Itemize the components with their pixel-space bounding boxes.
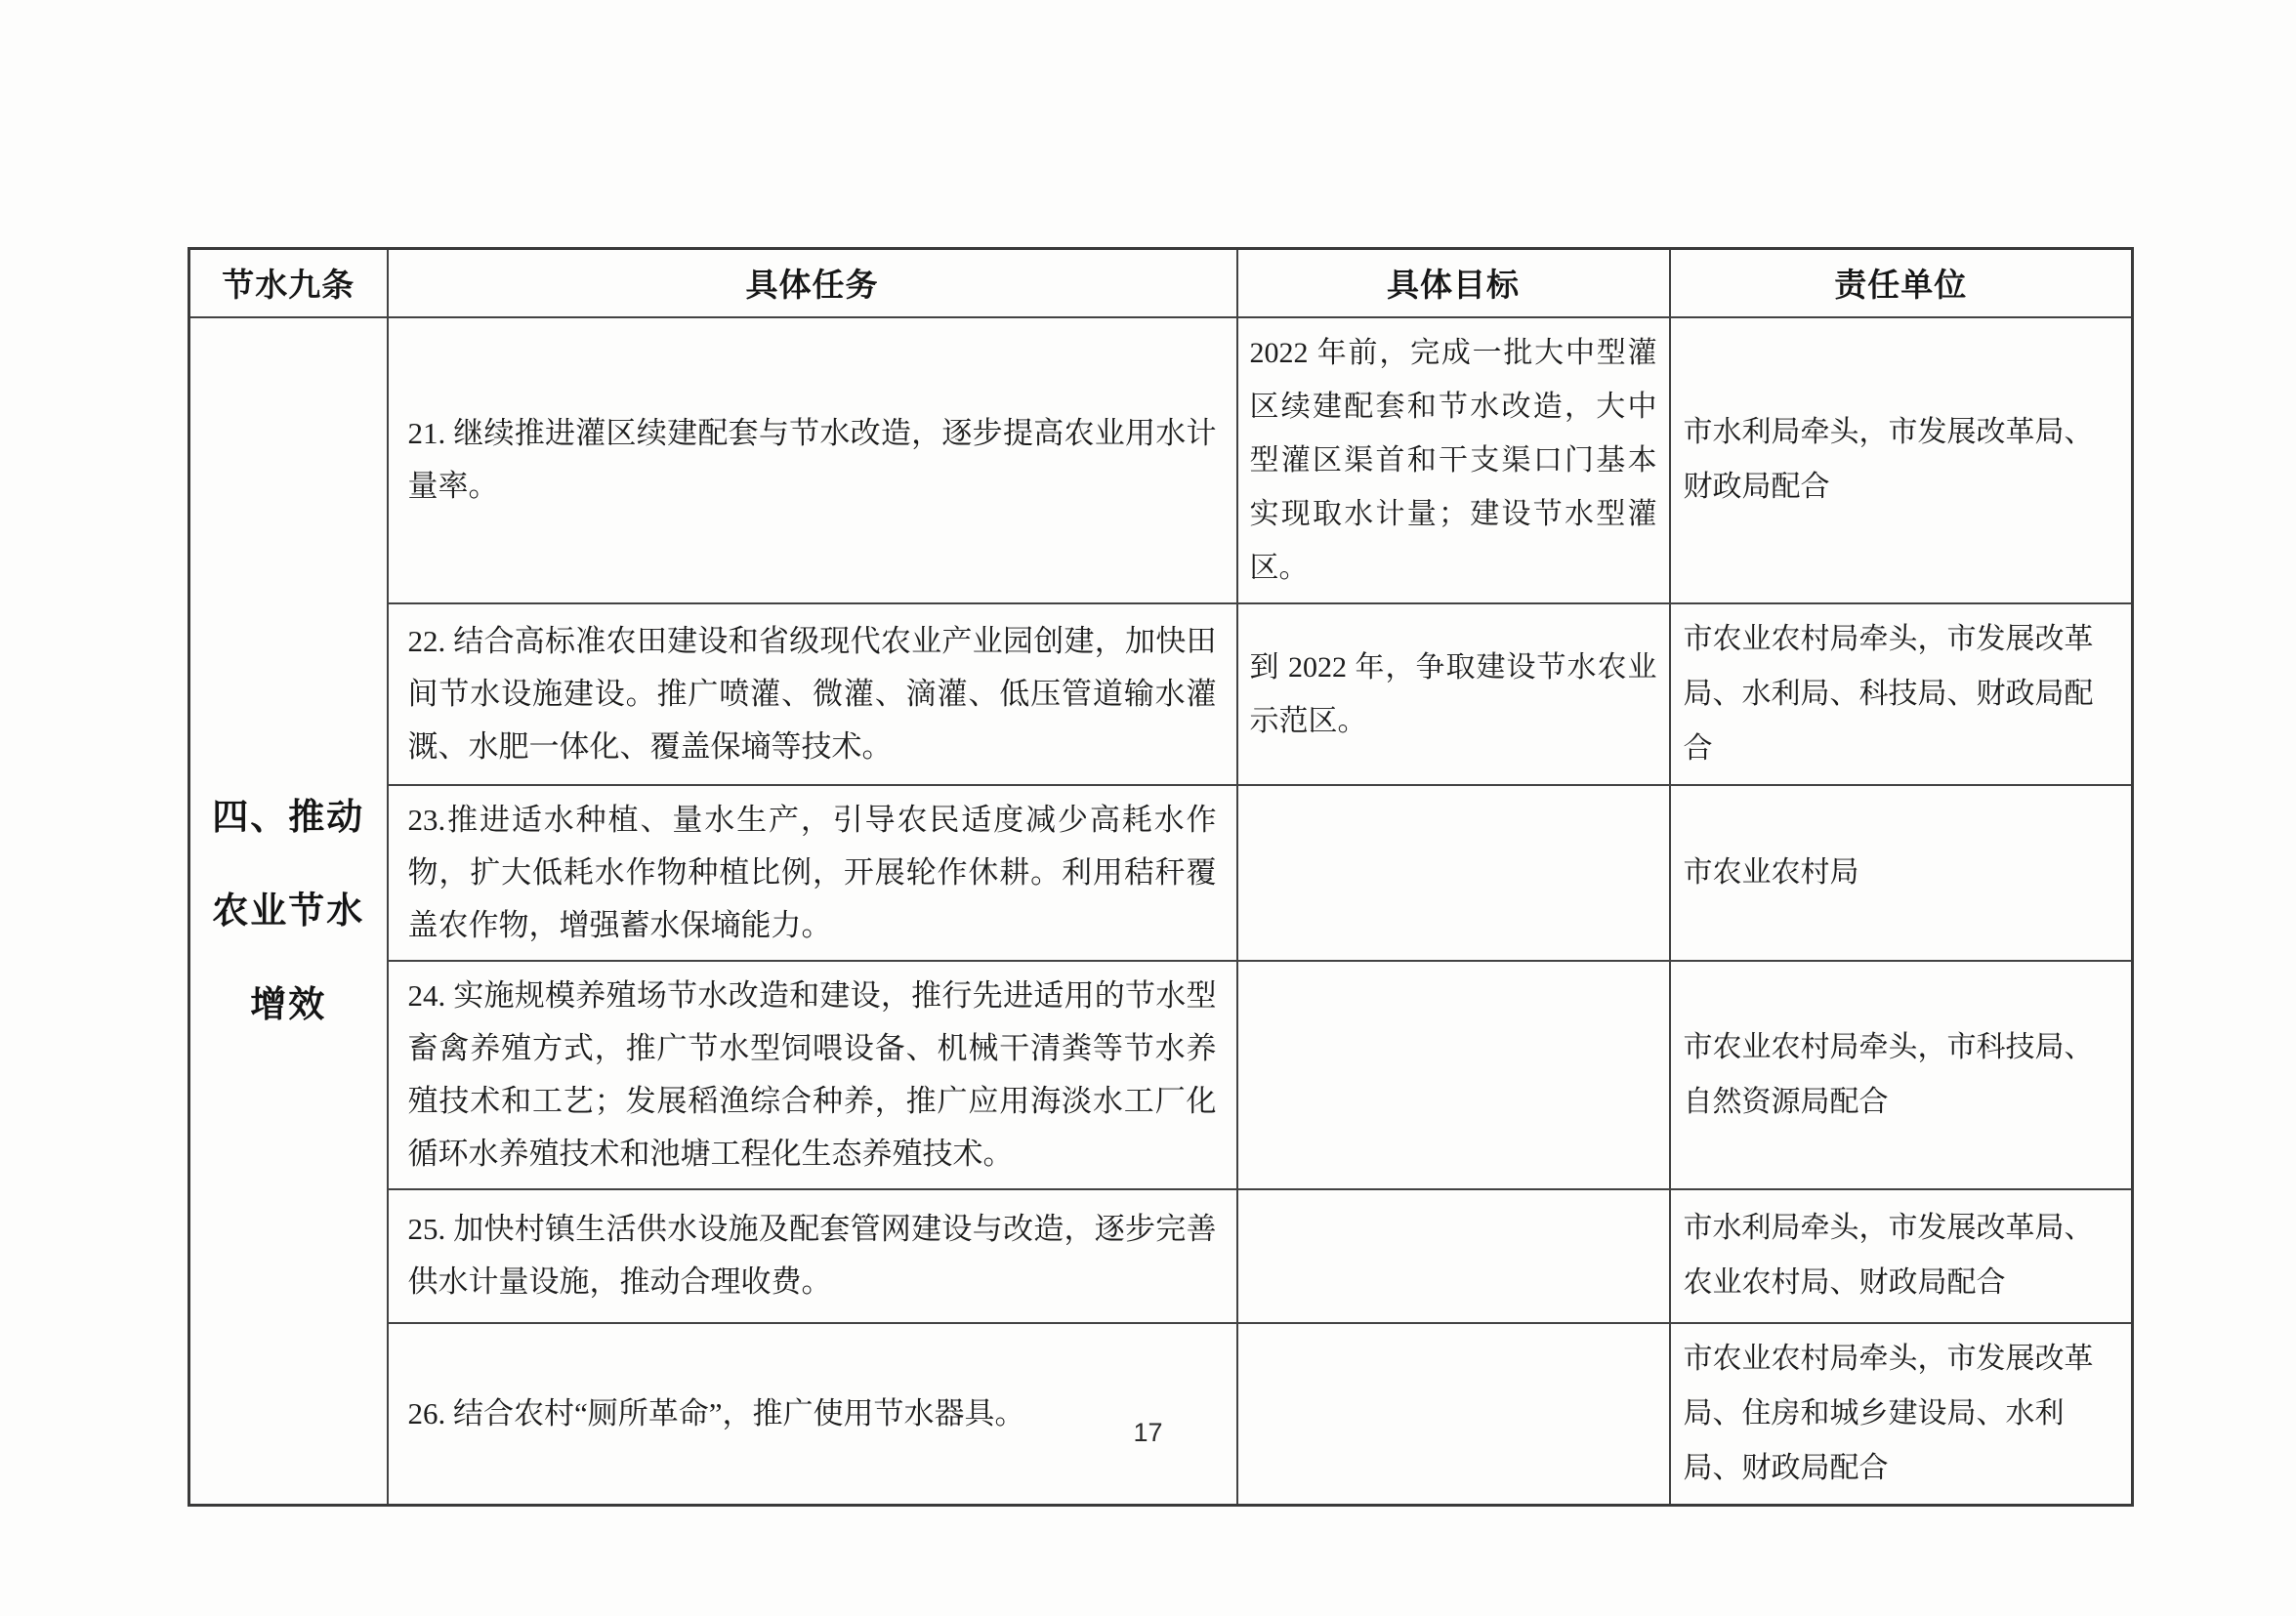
task-cell: 23.推进适水种植、量水生产，引导农民适度减少高耗水作物，扩大低耗水作物种植比例，开展轮作休耕。利用秸秆覆盖农作物，增强蓄水保墒能力。 xyxy=(388,785,1237,961)
task-cell: 22. 结合高标准农田建设和省级现代农业产业园创建，加快田间节水设施建设。推广喷灌、微灌、滴灌、低压管道输水灌溉、水肥一体化、覆盖保墒等技术。 xyxy=(388,603,1237,785)
task-cell: 21. 继续推进灌区续建配套与节水改造，逐步提高农业用水计量率。 xyxy=(388,317,1237,603)
table-row xyxy=(189,1323,2133,1506)
task-cell: 24. 实施规模养殖场节水改造和建设，推行先进适用的节水型畜禽养殖方式，推广节水型饲喂设备、机械干清粪等节水养殖技术和工艺；发展稻渔综合种养，推广应用海淡水工厂化循环水养殖技术和池塘工程化生态养殖技术。 xyxy=(388,961,1237,1189)
header-goal: 具体目标 xyxy=(1237,249,1670,317)
header-category: 节水九条 xyxy=(189,249,388,317)
unit-cell: 市水利局牵头，市发展改革局、财政局配合 xyxy=(1670,317,2133,603)
goal-cell xyxy=(1237,785,1670,961)
goal-cell: 2022 年前，完成一批大中型灌区续建配套和节水改造，大中型灌区渠首和干支渠口门基本实现取水计量；建设节水型灌区。 xyxy=(1237,317,1670,603)
table-row xyxy=(189,603,2133,785)
goal-cell: 到 2022 年，争取建设节水农业示范区。 xyxy=(1237,603,1670,785)
table-row xyxy=(189,317,2133,603)
water-saving-action-table xyxy=(188,247,2134,1507)
unit-cell: 市水利局牵头，市发展改革局、农业农村局、财政局配合 xyxy=(1670,1189,2133,1323)
table-row xyxy=(189,961,2133,1189)
unit-cell: 市农业农村局牵头，市发展改革局、水利局、科技局、财政局配合 xyxy=(1670,603,2133,785)
table-row xyxy=(189,785,2133,961)
header-task: 具体任务 xyxy=(388,249,1237,317)
task-cell: 25. 加快村镇生活供水设施及配套管网建设与改造，逐步完善供水计量设施，推动合理收费。 xyxy=(388,1189,1237,1323)
table-row xyxy=(189,1189,2133,1323)
goal-cell xyxy=(1237,1189,1670,1323)
unit-cell: 市农业农村局 xyxy=(1670,785,2133,961)
task-cell: 26. 结合农村“厕所革命”，推广使用节水器具。 xyxy=(388,1323,1237,1506)
goal-cell xyxy=(1237,961,1670,1189)
unit-cell: 市农业农村局牵头，市发展改革局、住房和城乡建设局、水利局、财政局配合 xyxy=(1670,1323,2133,1506)
goal-cell xyxy=(1237,1323,1670,1506)
header-unit: 责任单位 xyxy=(1670,249,2133,317)
category-cell: 四、推动农业节水增效 xyxy=(189,317,388,1506)
table-header-row xyxy=(189,249,2133,317)
page-number: 17 xyxy=(1133,1418,1163,1447)
unit-cell: 市农业农村局牵头，市科技局、自然资源局配合 xyxy=(1670,961,2133,1189)
